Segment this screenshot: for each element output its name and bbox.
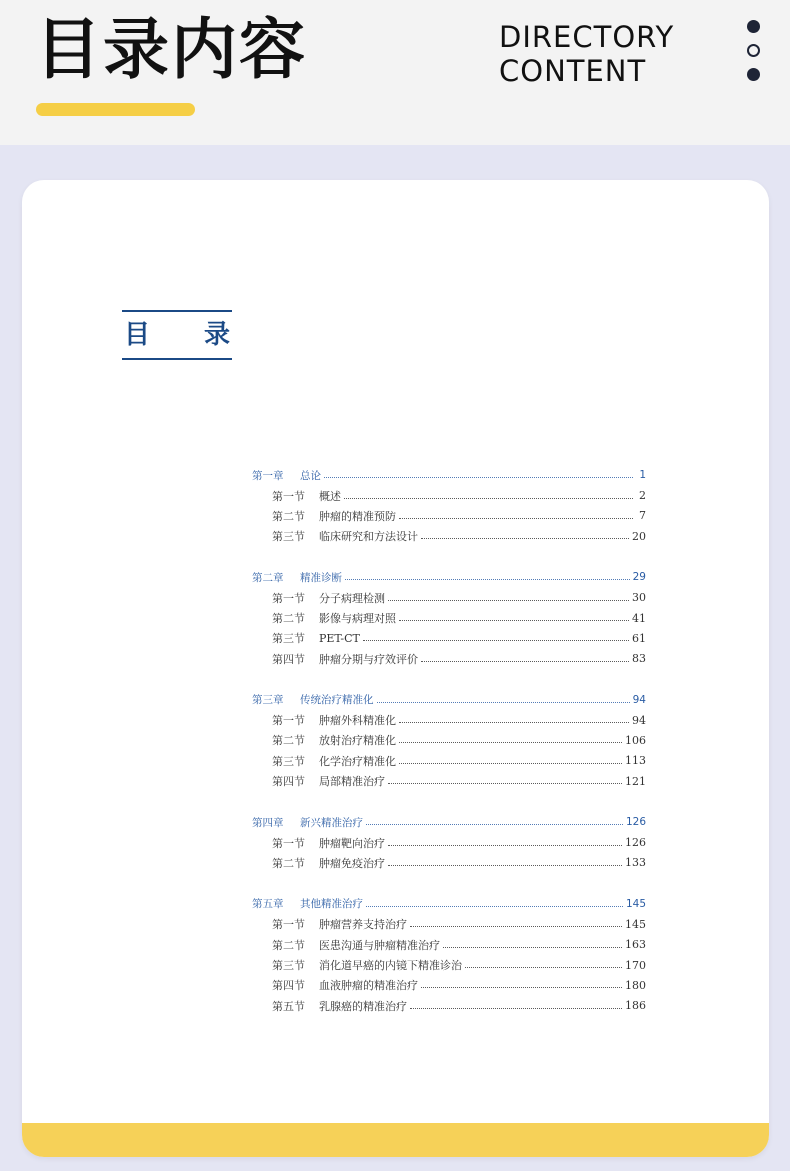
- section-row[interactable]: [252, 649, 646, 669]
- chapter-row-page: 1: [639, 469, 646, 482]
- chapter-row-number: 第一章: [252, 469, 284, 482]
- section-row-title: 乳腺癌的精准治疗: [319, 999, 407, 1013]
- dot-leader: [388, 599, 629, 601]
- dot-leader: [399, 762, 622, 764]
- chapter-row[interactable]: [252, 465, 646, 485]
- section-row-number: 第五节: [272, 999, 305, 1013]
- section-row[interactable]: [252, 996, 646, 1016]
- chapter-row[interactable]: [252, 690, 646, 710]
- section-row-title: 肿瘤免疫治疗: [319, 856, 385, 870]
- toc-heading-char-1: 目: [124, 320, 151, 350]
- section-row-page: 7: [639, 509, 646, 523]
- dot-leader: [399, 741, 622, 743]
- english-title: [499, 20, 674, 88]
- english-title-line2: CONTENT: [499, 54, 647, 88]
- chapter-row-title: 其他精准治疗: [300, 898, 363, 911]
- chapter-row[interactable]: [252, 567, 646, 587]
- chapter-group: [252, 465, 646, 547]
- section-row-title: 血液肿瘤的精准治疗: [319, 979, 418, 993]
- dot-leader: [388, 864, 622, 866]
- section-row-title: 肿瘤分期与疗效评价: [319, 652, 418, 666]
- dot-leader: [421, 660, 629, 662]
- section-row-page: 2: [639, 489, 646, 503]
- section-row[interactable]: [252, 914, 646, 934]
- dot-leader: [399, 517, 633, 519]
- section-row-page: 180: [625, 978, 646, 992]
- chapter-row-number: 第二章: [252, 571, 284, 584]
- section-row-title: 肿瘤靶向治疗: [319, 836, 385, 850]
- chapter-row-title: 新兴精准治疗: [300, 816, 363, 829]
- section-row[interactable]: [252, 730, 646, 750]
- dot-leader: [366, 823, 623, 825]
- chapter-row-number: 第三章: [252, 694, 284, 707]
- dot-leader: [377, 701, 630, 703]
- page-title: 目录内容: [35, 11, 307, 88]
- section-row-page: 145: [625, 917, 646, 931]
- dot-leader: [421, 537, 629, 539]
- english-title-line1: DIRECTORY: [499, 20, 675, 54]
- dot-filled-icon: [747, 20, 760, 33]
- section-row-page: 106: [625, 733, 646, 747]
- toc-heading: [122, 310, 232, 360]
- dot-leader: [410, 1007, 622, 1009]
- dot-leader: [399, 721, 629, 723]
- dot-leader: [344, 497, 633, 499]
- chapter-row-page: 145: [625, 897, 646, 910]
- section-row-title: 医患沟通与肿瘤精准治疗: [319, 938, 440, 952]
- section-row-page: 41: [632, 611, 646, 625]
- section-row[interactable]: [252, 608, 646, 628]
- chapter-group: [252, 567, 646, 669]
- section-row-page: 20: [632, 529, 646, 543]
- chapter-row-number: 第五章: [252, 898, 284, 911]
- section-row-number: 第一节: [272, 836, 305, 850]
- section-row[interactable]: [252, 955, 646, 975]
- toc-heading-char-2: 录: [204, 320, 231, 350]
- chapter-row-title: 传统治疗精准化: [300, 694, 374, 707]
- section-row-number: 第二节: [272, 612, 305, 626]
- section-row-title: 消化道早癌的内镜下精准诊治: [319, 959, 462, 972]
- section-row-number: 第三节: [272, 754, 305, 768]
- chapter-group: [252, 690, 646, 792]
- section-row-number: 第二节: [272, 734, 305, 748]
- table-of-contents: [252, 465, 646, 1036]
- dot-filled-icon: [747, 68, 760, 81]
- section-row-title: 局部精准治疗: [319, 775, 385, 789]
- section-row[interactable]: [252, 587, 646, 607]
- dot-leader: [421, 986, 622, 988]
- section-row-page: 133: [625, 856, 646, 870]
- dot-leader: [465, 966, 622, 968]
- section-row[interactable]: [252, 771, 646, 791]
- section-row-page: 30: [632, 591, 646, 605]
- section-row-title: 肿瘤外科精准化: [319, 714, 396, 728]
- dot-leader: [399, 619, 629, 621]
- chapter-row-title: 精准诊断: [300, 571, 342, 584]
- page-header: [0, 0, 790, 145]
- section-row-number: 第四节: [272, 652, 305, 666]
- section-row[interactable]: [252, 751, 646, 771]
- dot-leader: [345, 578, 630, 580]
- section-row-number: 第二节: [272, 509, 305, 523]
- dot-leader: [366, 905, 623, 907]
- section-row-number: 第四节: [272, 775, 305, 789]
- toc-card: [22, 180, 769, 1157]
- title-underline-bar: [36, 103, 195, 116]
- section-row-number: 第三节: [272, 632, 305, 646]
- dot-leader: [443, 946, 622, 948]
- section-row[interactable]: [252, 628, 646, 648]
- section-row-page: 186: [625, 999, 646, 1013]
- section-row-title: PET-CT: [319, 631, 360, 645]
- section-row-page: 61: [632, 631, 646, 645]
- section-row[interactable]: [252, 934, 646, 954]
- chapter-row[interactable]: [252, 812, 646, 832]
- chapter-row-number: 第四章: [252, 816, 284, 829]
- section-row-number: 第一节: [272, 489, 305, 503]
- section-row[interactable]: [252, 853, 646, 873]
- dot-leader: [363, 639, 629, 641]
- section-row[interactable]: [252, 832, 646, 852]
- chapter-group: [252, 812, 646, 873]
- section-row-page: 94: [632, 713, 646, 727]
- section-row-page: 170: [625, 958, 646, 972]
- dot-leader: [324, 476, 633, 478]
- section-row[interactable]: [252, 710, 646, 730]
- dot-leader: [388, 844, 622, 846]
- chapter-row-title: 总论: [300, 469, 321, 482]
- chapter-row-page: 29: [632, 571, 646, 584]
- dot-hollow-icon: [747, 44, 760, 57]
- section-row-title: 肿瘤营养支持治疗: [319, 918, 407, 932]
- dot-leader: [388, 782, 622, 784]
- chapter-group: [252, 894, 646, 1016]
- section-row-title: 概述: [319, 489, 341, 503]
- section-row-title: 肿瘤的精准预防: [319, 509, 396, 523]
- chapter-row-page: 126: [625, 816, 646, 829]
- section-row-number: 第四节: [272, 979, 305, 993]
- chapter-row[interactable]: [252, 894, 646, 914]
- section-row[interactable]: [252, 506, 646, 526]
- card-footer-band: [22, 1123, 769, 1157]
- section-row[interactable]: [252, 485, 646, 505]
- section-row-number: 第二节: [272, 856, 305, 870]
- section-row-title: 分子病理检测: [319, 591, 385, 605]
- section-row-number: 第三节: [272, 959, 305, 972]
- section-row-page: 113: [625, 754, 646, 768]
- chapter-row-page: 94: [632, 693, 646, 706]
- section-row[interactable]: [252, 975, 646, 995]
- section-row-number: 第二节: [272, 938, 305, 952]
- section-row-title: 放射治疗精准化: [319, 734, 396, 748]
- section-row-page: 121: [625, 774, 646, 788]
- section-row-title: 临床研究和方法设计: [319, 530, 418, 544]
- section-row-page: 126: [625, 836, 646, 850]
- section-row-number: 第一节: [272, 591, 305, 605]
- section-row-title: 化学治疗精准化: [319, 754, 396, 768]
- dot-leader: [410, 925, 622, 927]
- section-row-number: 第一节: [272, 918, 305, 932]
- section-row-page: 83: [632, 652, 646, 666]
- section-row-title: 影像与病理对照: [319, 612, 396, 626]
- section-row-page: 163: [625, 938, 646, 952]
- section-row[interactable]: [252, 526, 646, 546]
- section-row-number: 第三节: [272, 530, 305, 544]
- section-row-number: 第一节: [272, 714, 305, 728]
